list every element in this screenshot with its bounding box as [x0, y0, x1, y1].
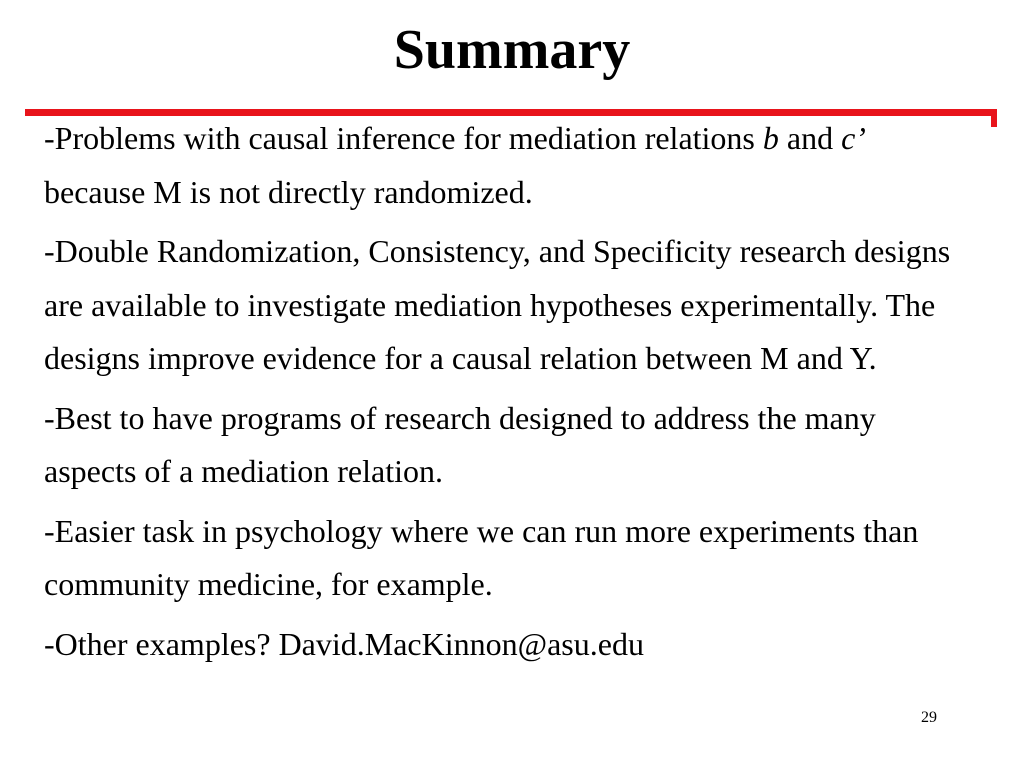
- path-c-prime-label: c’: [841, 120, 866, 156]
- bullet-list: [44, 112, 974, 671]
- bullet-research-designs: [44, 225, 974, 386]
- bullet-text: because M is not directly randomized.: [44, 173, 533, 210]
- bullet-other-examples: [44, 618, 974, 672]
- title-divider-end-tick: [991, 109, 997, 127]
- bullet-causal-inference: [44, 112, 974, 219]
- bullet-text: -Double Randomization, Consistency, and Specificity research designs are available to investigate mediation hypotheses experimentally. The designs improve evidence for a causal relation between M and Y.: [44, 233, 951, 376]
- slide-title: Summary: [393, 19, 631, 81]
- bullet-text: and: [778, 120, 842, 156]
- bullet-text: -Other examples? David.MacKinnon@asu.edu: [44, 625, 644, 662]
- bullet-text: -Easier task in psychology where we can run more experiments than community medicine, for example.: [44, 512, 919, 602]
- path-b-label: b: [762, 120, 779, 156]
- bullet-text: -Best to have programs of research designed to address the many aspects of a mediation relation.: [44, 399, 876, 489]
- slide-number: 29: [921, 709, 937, 726]
- bullet-psychology-experiments: [44, 505, 974, 612]
- bullet-text: -Problems with causal inference for mediation relations: [44, 120, 763, 156]
- bullet-research-programs: [44, 392, 974, 499]
